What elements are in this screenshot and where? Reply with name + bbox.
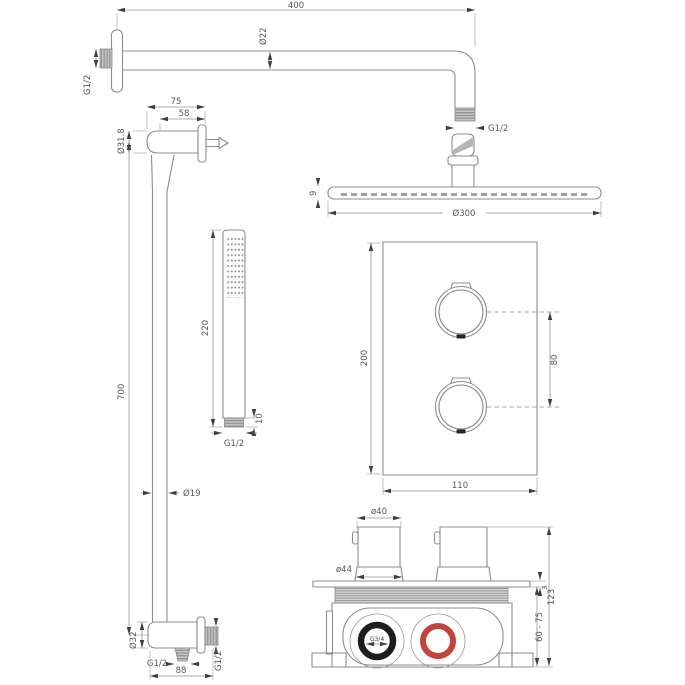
arm-wall-thread: [100, 49, 112, 68]
slide-rail-view: [117, 142, 201, 635]
dim-inlet-thread: G3/4: [369, 636, 385, 643]
dim-plate-width: 110: [451, 481, 469, 491]
elbow-bottom-outlet: [175, 648, 190, 661]
valve-body-view: [312, 507, 557, 668]
hand-shower-view: [201, 230, 265, 449]
dim-head-diameter: Ø300: [452, 209, 476, 219]
valve-stem-2-tab: [435, 532, 441, 544]
valve-adjustment-collar: [335, 587, 508, 603]
dim-arm-wall-thread: G1/2: [83, 74, 93, 95]
dim-hand-thread: G1/2: [223, 439, 245, 449]
elbow-flange: [197, 617, 205, 653]
handle-index-mark-1: [457, 335, 466, 339]
dim-rail-length: 700: [117, 383, 127, 400]
dim-arm-length: 400: [287, 1, 305, 11]
handle-knob-1: [436, 287, 487, 338]
dim-mounting-depth: 60 - 75: [535, 611, 545, 643]
head-neck: [452, 165, 474, 187]
arm-outlet-thread: [455, 108, 475, 121]
valve-stem-2-base: [436, 567, 491, 581]
outlet-elbow-view: [128, 617, 224, 680]
dim-elbow-width: 88: [175, 666, 187, 676]
head-neck-flange: [448, 156, 478, 165]
valve-mounting-plate: [313, 581, 530, 587]
elbow-body: [148, 622, 197, 648]
dim-overall-height: 123: [547, 588, 557, 606]
valve-stem-2: [440, 527, 487, 567]
dim-hand-length: 220: [201, 319, 211, 337]
dim-elbow-diameter: Ø32: [129, 631, 139, 649]
dim-bracket-offset: 58: [178, 109, 190, 119]
dim-handle-diameter: ø40: [370, 507, 388, 517]
valve-stem-1-tab: [353, 532, 359, 544]
handle-knob-2: [436, 382, 487, 433]
bracket-body: [147, 131, 198, 153]
bracket-flange: [198, 125, 206, 162]
arm-wall-flange: [112, 30, 123, 92]
dim-arm-diameter: Ø22: [259, 27, 269, 45]
dim-hand-connector: 10: [255, 413, 265, 424]
overhead-shower-view: [309, 134, 601, 219]
handle-index-mark-2: [457, 430, 466, 434]
dim-bracket-width: 75: [170, 97, 182, 107]
bracket-screw: [206, 140, 219, 147]
dim-plate-height: 200: [360, 349, 370, 367]
hand-shower-spray-face: [227, 238, 244, 298]
dim-bracket-diameter: Ø31.8: [117, 128, 127, 154]
rail-right-edge: [167, 155, 174, 622]
trim-plate-view: [360, 242, 561, 495]
wall-bracket-view: [116, 97, 228, 162]
valve-stem-1-base: [355, 567, 403, 581]
dim-base-diameter: ø44: [335, 565, 352, 575]
dim-elbow-side-thread: G1/2: [214, 650, 224, 671]
dim-handle-spacing: 80: [550, 354, 560, 366]
bracket-screw-tip: [219, 138, 228, 149]
dim-plate-thickness: 3: [541, 585, 549, 590]
dim-head-thickness: 9: [309, 190, 319, 196]
dim-arm-outlet-thread: G1/2: [488, 124, 509, 134]
dim-rail-diameter: Ø19: [183, 489, 201, 499]
trim-plate: [383, 242, 537, 475]
rail-left-edge: [152, 155, 153, 622]
valve-side-tab: [327, 611, 333, 654]
dim-elbow-bottom-thread: G1/2: [146, 659, 168, 669]
elbow-side-thread: [205, 627, 218, 645]
hand-shower-connector: [225, 418, 244, 427]
inlet-port-red-ring: [423, 626, 453, 656]
valve-stem-1: [358, 527, 400, 567]
